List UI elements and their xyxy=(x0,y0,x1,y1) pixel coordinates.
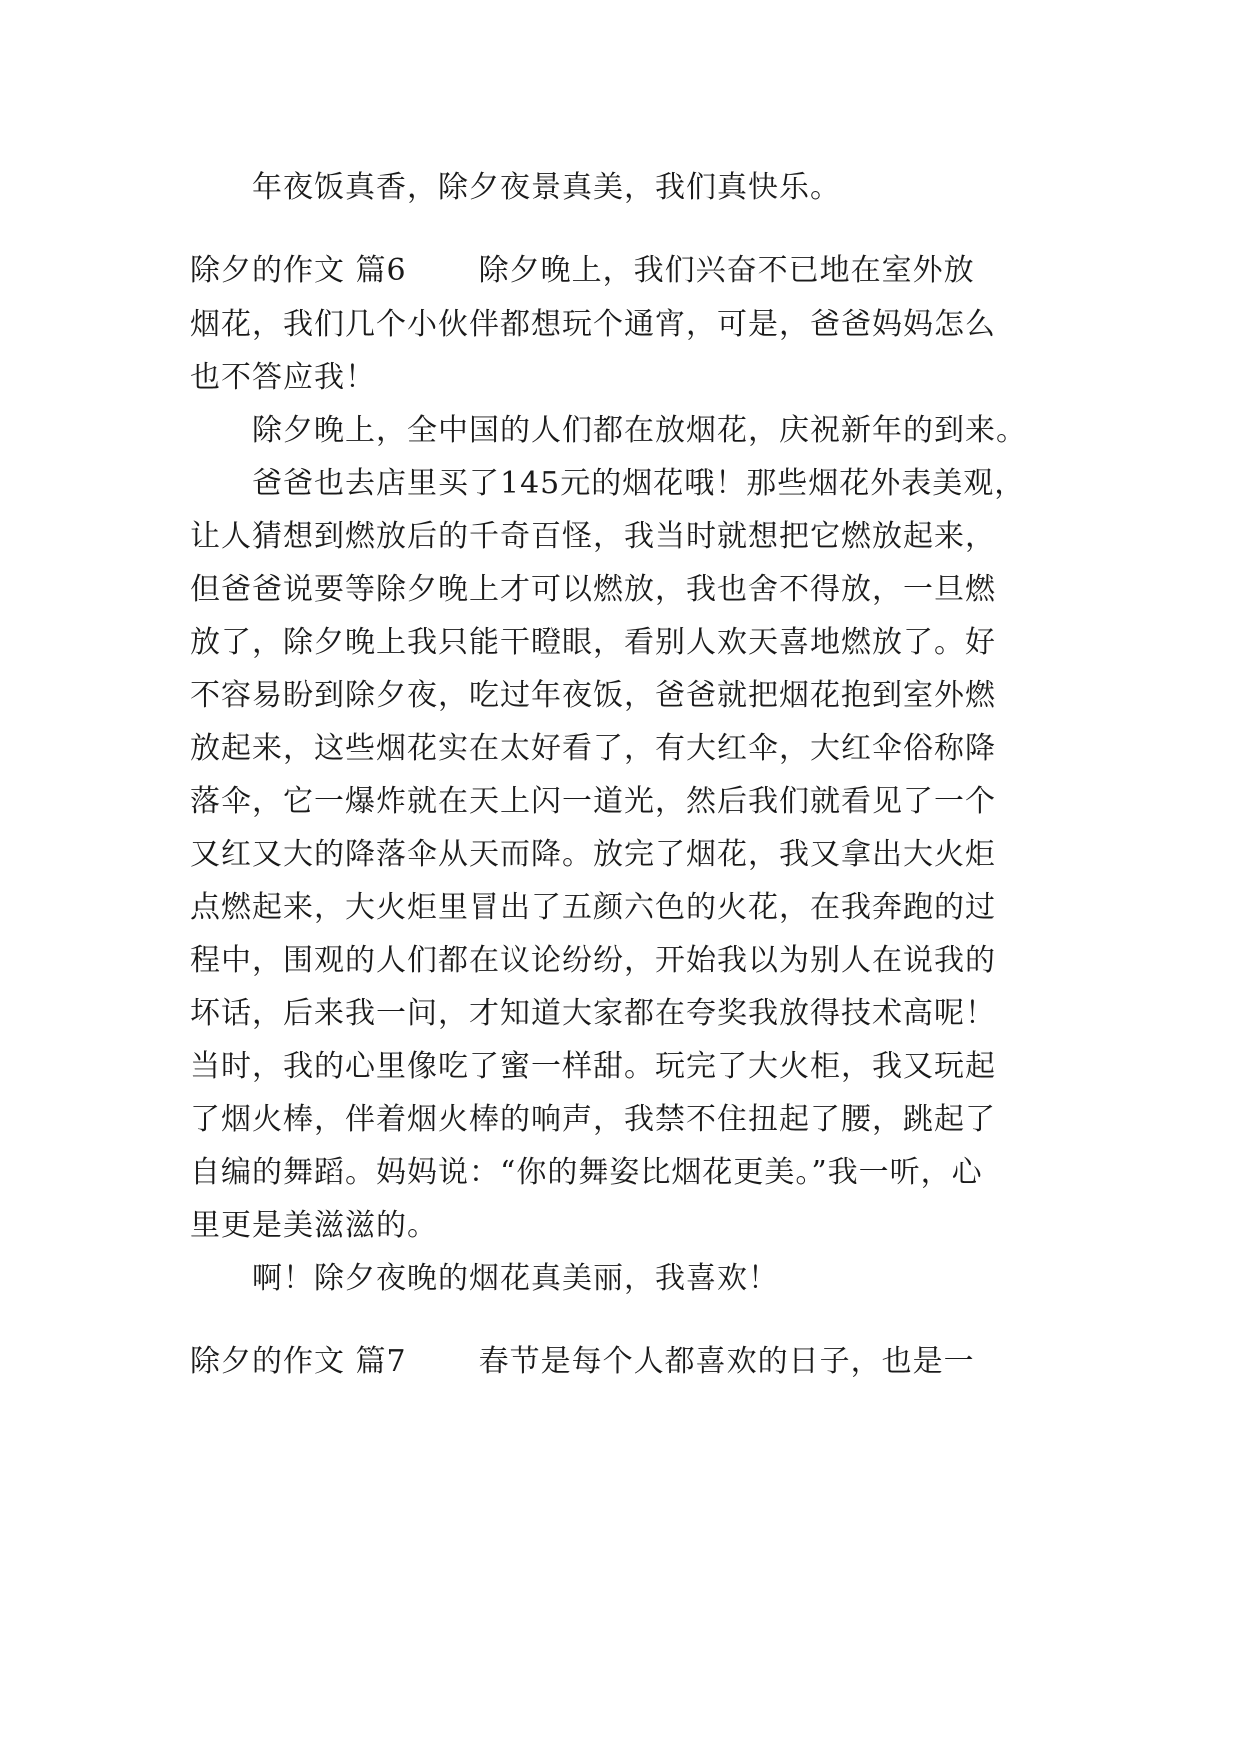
paragraph-line: 落伞，它一爆炸就在天上闪一道光，然后我们就看见了一个 xyxy=(190,784,996,819)
paragraph-line: 让人猜想到燃放后的千奇百怪，我当时就想把它燃放起来， xyxy=(190,519,996,554)
paragraph-line: 当时，我的心里像吃了蜜一样甜。玩完了大火柜，我又玩起 xyxy=(190,1049,996,1084)
paragraph-text: 春节是每个人都喜欢的日子，也是一 xyxy=(478,1344,975,1379)
paragraph-line: 了烟火棒，伴着烟火棒的响声，我禁不住扭起了腰，跳起了 xyxy=(190,1102,996,1137)
paragraph-line: 又红又大的降落伞从天而降。放完了烟花，我又拿出大火炬 xyxy=(190,837,996,872)
paragraph-line: 但爸爸说要等除夕晚上才可以燃放，我也舍不得放，一旦燃 xyxy=(190,572,996,607)
paragraph-line: 程中，围观的人们都在议论纷纷，开始我以为别人在说我的 xyxy=(190,943,996,978)
essay-heading: 除夕的作文 篇6 xyxy=(190,253,407,288)
paragraph-line: 烟花，我们几个小伙伴都想玩个通宵，可是，爸爸妈妈怎么 xyxy=(190,307,996,342)
essay-heading-line xyxy=(190,251,1070,291)
paragraph-line: 里更是美滋滋的。 xyxy=(190,1208,438,1243)
paragraph-line: 除夕晚上，全中国的人们都在放烟花，庆祝新年的到来。 xyxy=(252,413,1027,448)
paragraph-line: 也不答应我！ xyxy=(190,360,376,395)
paragraph-line: 点燃起来，大火炬里冒出了五颜六色的火花，在我奔跑的过 xyxy=(190,890,996,925)
paragraph-line: 爸爸也去店里买了145元的烟花哦！那些烟花外表美观， xyxy=(252,466,1026,501)
paragraph-line: 年夜饭真香，除夕夜景真美，我们真快乐。 xyxy=(252,170,841,205)
paragraph-line: 放起来，这些烟花实在太好看了，有大红伞，大红伞俗称降 xyxy=(190,731,996,766)
essay-heading: 除夕的作文 篇7 xyxy=(190,1344,407,1379)
paragraph-line: 不容易盼到除夕夜，吃过年夜饭，爸爸就把烟花抱到室外燃 xyxy=(190,678,996,713)
essay-heading-line xyxy=(190,1342,1070,1382)
paragraph-line: 自编的舞蹈。妈妈说：“你的舞姿比烟花更美。”我一听，心 xyxy=(190,1155,983,1190)
paragraph-line: 啊！除夕夜晚的烟花真美丽，我喜欢！ xyxy=(252,1261,779,1296)
paragraph-text: 除夕晚上，我们兴奋不已地在室外放 xyxy=(478,253,975,288)
paragraph-line: 放了，除夕晚上我只能干瞪眼，看别人欢天喜地燃放了。好 xyxy=(190,625,996,660)
paragraph-line: 坏话，后来我一问，才知道大家都在夸奖我放得技术高呢！ xyxy=(190,996,996,1031)
